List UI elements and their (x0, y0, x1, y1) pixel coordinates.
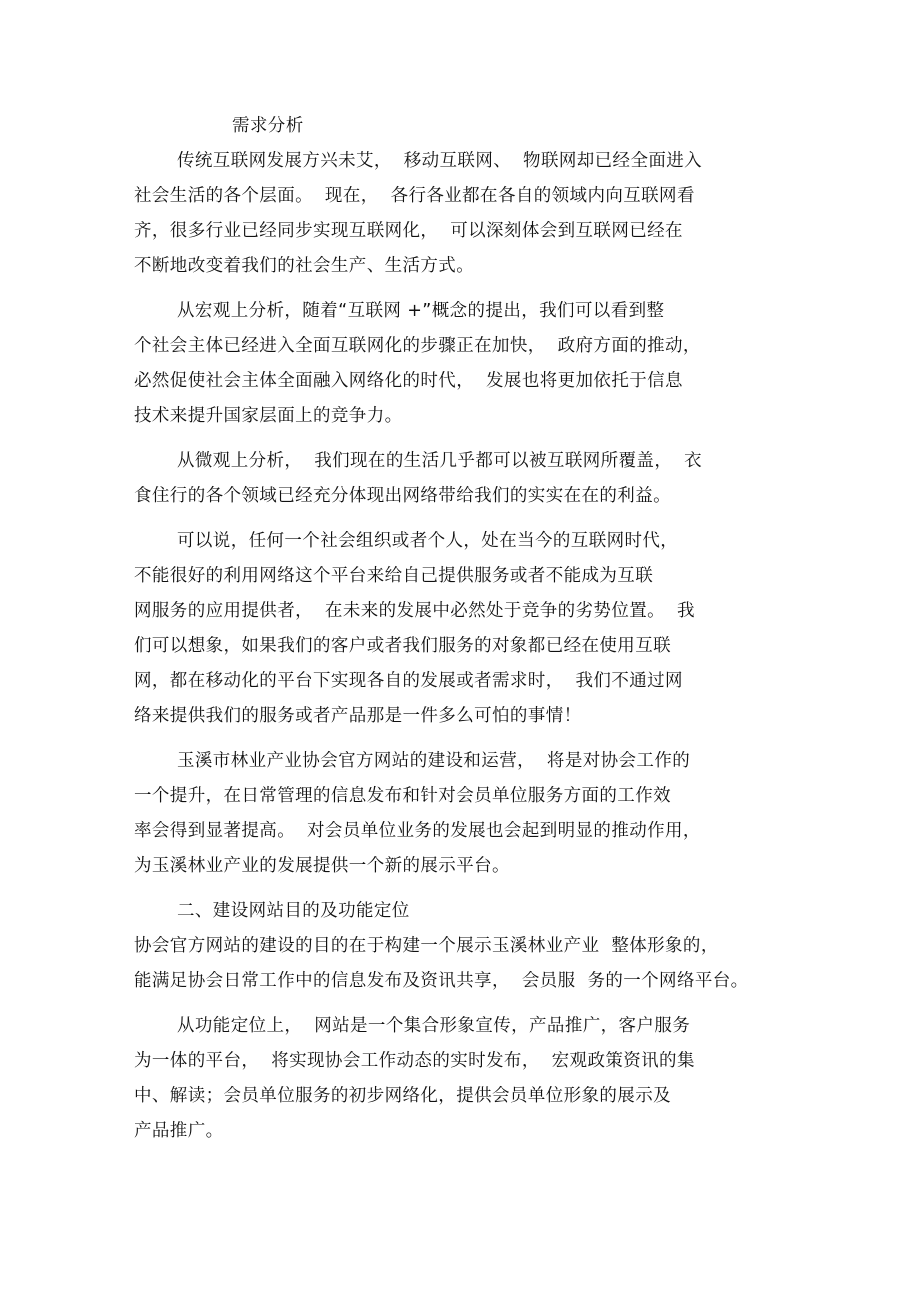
section-heading: 二、建设网站目的及功能定位 (177, 901, 410, 921)
paragraph-line: 传统互联网发展方兴未艾， 移动互联网、 物联网却已经全面进入 (177, 151, 703, 171)
paragraph-line: 网，都在移动化的平台下实现各自的发展或者需求时， 我们不通过网 (134, 671, 683, 691)
paragraph-line: 们可以想象，如果我们的客户或者我们服务的对象都已经在使用互联 (134, 636, 671, 656)
paragraph-line: 络来提供我们的服务或者产品那是一件多么可怕的事情！ (134, 706, 582, 726)
paragraph-line: 可以说，任何一个社会组织或者个人，处在当今的互联网时代， (177, 531, 679, 551)
paragraph-line: 齐，很多行业已经同步实现互联网化， 可以深刻体会到互联网已经在 (134, 221, 683, 241)
paragraph-line: 从宏观上分析，随着“互联网 +”概念的提出，我们可以看到整 (177, 301, 665, 321)
paragraph-line: 不能很好的利用网络这个平台来给自己提供服务或者不能成为互联 (134, 566, 654, 586)
paragraph-line: 能满足协会日常工作中的信息发布及资讯共享， 会员服 务的一个网络平台。 (134, 971, 749, 991)
paragraph-line: 一个提升，在日常管理的信息发布和针对会员单位服务方面的工作效 (134, 786, 671, 806)
paragraph-line: 为玉溪林业产业的发展提供一个新的展示平台。 (134, 856, 510, 876)
paragraph-line: 必然促使社会主体全面融入网络化的时代， 发展也将更加依托于信息 (134, 371, 683, 391)
paragraph-line: 协会官方网站的建设的目的在于构建一个展示玉溪林业产业 整体形象的， (134, 936, 719, 956)
paragraph-line: 率会得到显著提高。 对会员单位业务的发展也会起到明显的推动作用， (134, 821, 701, 841)
paragraph-line: 技术来提升国家层面上的竞争力。 (134, 406, 403, 426)
paragraph-line: 食住行的各个领域已经充分体现出网络带给我们的实实在在的利益。 (134, 486, 671, 506)
paragraph-line: 为一体的平台， 将实现协会工作动态的实时发布， 宏观政策资讯的集 (134, 1051, 695, 1071)
paragraph-line: 中、解读；会员单位服务的初步网络化，提供会员单位形象的展示及 (134, 1086, 671, 1106)
paragraph-line: 玉溪市林业产业协会官方网站的建设和运营， 将是对协会工作的 (177, 751, 691, 771)
paragraph-line: 从功能定位上， 网站是一个集合形象宣传，产品推广，客户服务 (177, 1016, 691, 1036)
paragraph-line: 从微观上分析， 我们现在的生活几乎都可以被互联网所覆盖， 衣 (177, 451, 703, 471)
paragraph-line: 产品推广。 (134, 1121, 224, 1141)
section-heading: 需求分析 (232, 116, 304, 136)
paragraph-line: 个社会主体已经进入全面互联网化的步骤正在加快， 政府方面的推动， (134, 336, 701, 356)
paragraph-line: 不断地改变着我们的社会生产、生活方式。 (134, 256, 475, 276)
paragraph-line: 网服务的应用提供者， 在未来的发展中必然处于竞争的劣势位置。 我 (134, 601, 695, 621)
paragraph-line: 社会生活的各个层面。 现在， 各行各业都在各自的领域内向互联网看 (134, 186, 695, 206)
